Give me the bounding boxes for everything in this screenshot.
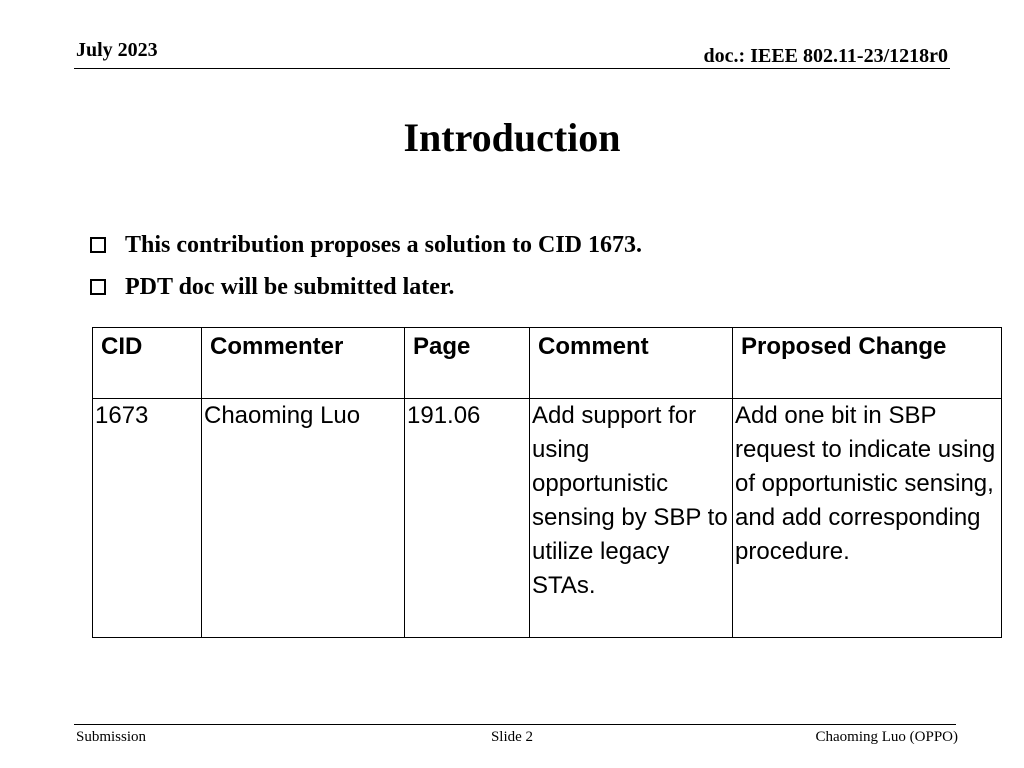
cell-comment: Add support for using opportunistic sensing by SBP to utilize legacy STAs. [530,399,733,638]
comment-table [92,327,1002,638]
footer-author: Chaoming Luo (OPPO) [815,729,958,745]
table-header-row [93,328,1002,399]
bullet-item [90,270,642,304]
column-header-comment: Comment [530,328,733,399]
slide-title: Introduction [403,115,621,160]
column-header-cid: CID [93,328,202,399]
column-header-proposed-change: Proposed Change [733,328,1002,399]
bullet-text: PDT doc will be submitted later. [125,274,455,300]
header-date: July 2023 [76,39,158,61]
footer-submission: Submission [76,729,147,745]
bullet-list [90,228,642,312]
cell-commenter: Chaoming Luo [202,399,405,638]
column-header-commenter: Commenter [202,328,405,399]
hollow-square-bullet-icon [90,237,106,253]
bullet-text: This contribution proposes a solution to CID 1673. [125,232,642,258]
cell-proposed-change: Add one bit in SBP request to indicate using of opportunistic sensing, and add corresponding procedure. [733,399,1002,638]
column-header-page: Page [405,328,530,399]
footer-slide-number: Slide 2 [490,729,534,745]
footer-divider [74,724,956,725]
table-row [93,399,1002,638]
cell-cid: 1673 [93,399,202,638]
header-divider [74,68,950,69]
cell-page: 191.06 [405,399,530,638]
header-doc-id: doc.: IEEE 802.11-23/1218r0 [703,45,948,67]
bullet-item [90,228,642,262]
hollow-square-bullet-icon [90,279,106,295]
